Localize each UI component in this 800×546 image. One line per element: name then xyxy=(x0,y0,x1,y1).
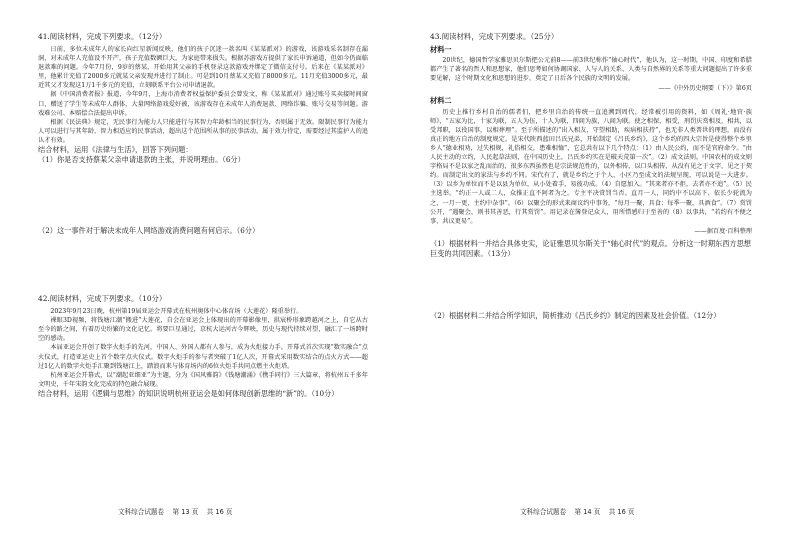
q42-paragraph-3: 本届亚运会开创了数字火炬手的先河，中国人、外国人都有人参与，成为火炬接力手。开幕式首次实现“数实融合”点火仪式，打造亚运史上首个数字点火仪式。数字火炬手的参与者突破了1亿人次，开幕式采用数实结合的点火方式——超过1亿人的数字火炬手汇聚到钱塘江上，踏浪而来与体育场内的6位火炬手共同点燃主火炬塔。 xyxy=(38,344,368,370)
material-2-title: 材料二 xyxy=(430,96,452,106)
q41-paragraph-1: 日前，多位未成年人的家长向红星新闻反映，他们的孩子沉迷一款名叫《某某派对》的游戏，该游戏采名制存在漏洞，对未成年人充值设不开产，孩子充值数额巨大，为家庭带来损失。根据苏游戏方提供了家长申诉通道，但如今仍面临退款难的问题。今年7月份，9岁的蔡某，开始用其父亲的手机登录这款游戏并绑定了微信支付号。后来在《某某派对》里，他累计充值了2000多元就某父亲发现并进行了制止。可是到10月蔡某又充值了8000多元。11月充值3000多元，最近其父才发现这1万1千多元的充值，立刻联系平台公司申请退款。 xyxy=(38,46,368,90)
q41-lead: 结合材料，运用《法律与生活》，回答下列问题： xyxy=(38,145,193,155)
answer-space xyxy=(430,259,752,311)
material-2-paragraph: 历史上推行乡村自治的儒者们，把乡里自治的传统一直追溯到周代，经常被引用的资料，如《周礼·地官·族师》，“五家为比，十家为联，五人为伍，十人为联，四闾为族，八闾为联。使之相保，相受，刑罚庆赏相及，相共，以受邦职，以役国事，以相葬埋”。至于所描述的“出入相友，守望相助，疾病相扶持”，也无非人类普世的理想，而没有真正的地方自治的制度规定。是宋代陕西蓝田吕氏兄弟，开始制定《吕氏乡约》，这个乡约的四大宗旨是使得整个乡里乡人“德业相劝，过失相规，礼俗相交，患难相恤”，它总共有以下几个特点：（1）由人民公约，而不是官府命令。“由人民主动的立约，人民起草法则，在中国历史上，吕氏乡约实在是破天荒第一次”。（2）成文法则。中国农村的成文则字格局不是以家之乱而治的，很多东西虽然也是宗法规范性的，以外相传，以口头相传，从没有见之于文字，见之于契约。而制定出文的家法与乡约不同。宋代有了，就是乡约之于个人、小区乃至成文的法规呈现，可以说是一大进步。（3）以乡为单位而不是以县为单位，从小处着手，易彼功成。（4）自愿加入。“其来者亦不拒，去者亦不追”。（5）民主选举。“约正一人或二人，众推正直不阿者为之。专主平决赏罚当否。直月一人，同约中不以高下、依长少轮流为之，一月一更，主约中杂事”。（6）以聚会的形式来商议约中事务，“每月一聚，具食；每季一聚，具酒食”。（7）赏罚公开，“遇聚会，则书其善恶，行其赏罚”。用记录在簿登记众人，用所惜感归于至善的（8）以事共，“若约有不便之事，共议更易”。 xyxy=(430,108,752,225)
q41-paragraph-3: 根据《民法典》规定，无民事行为能力人只能进行与其智力年龄相当的民事行为，否则属于无效。限制民事行为能力人可以进行与其年龄、智力相适应的民事活动，超出这个范围所从事的民事活动，属于效力待定，需要经过其监护人的追认才有效。 xyxy=(38,118,368,144)
material-2-citation: ——据百度·百科整理 xyxy=(694,227,752,235)
right-page xyxy=(400,0,800,546)
right-page-footer: 文科综合试题卷 第 14 页 共 16 页 xyxy=(520,508,635,516)
q43-ask-1: （1）根据材料一并结合具体史实，论证雅思贝尔斯关于“轴心时代”的观点。分析这一时期东西方思想巨变的共同因素。（13分） xyxy=(430,238,751,258)
q42-paragraph-1: 2023年9月23日晚，杭州第19届亚运会开幕式在杭州奥体中心体育场（大莲花）隆重举行。 xyxy=(50,308,303,316)
q41-ask-2: （2）这一事件对于解决未成年人网络游戏消费问题有何启示。（6分） xyxy=(38,226,260,236)
q42-ask: 结合材料，运用《逻辑与思维》的知识说明杭州亚运会是如何体现创新思维的“新”的。（10分） xyxy=(38,388,339,398)
q42-paragraph-4: 杭州亚运会开幕式，以“潮起亚细亚”为主题，分为《国风雅韵》《钱塘潮涌》《携手同行》三大篇章，将杭州五千多年文明史，千年宋韵文化完成的特色融合展现。 xyxy=(38,371,368,388)
left-column xyxy=(38,32,368,399)
question-42-heading: 42.阅读材料，完成下列要求。（10分） xyxy=(38,294,167,304)
answer-space xyxy=(38,165,368,226)
question-43-heading: 43.阅读材料，完成下列要求。（25分） xyxy=(430,32,559,41)
q42-paragraph-2: 裸眼3D视频，将钱塘江潮“搬进”大莲花，自会在亚运会上体现出的开幕影像里，拱宸桥形象跨越河之上，自它从古至今的路之间，有着历史纷繁的文化记忆。将要巨星通过，京杭大运河古今辉映，历史与现代持续对望，融汇了一场跨时空的感动。 xyxy=(38,317,368,343)
material-1-citation: ——《中外历史纲要（下）》第6页 xyxy=(658,85,752,93)
q41-paragraph-2: 据《中国消费者报》报道，今年9月，上海市消费者权益保护委员会曾发文，称《某某派对》通过账号买卖接时间窗口，赠送了学生等未成年人群体，大量网络游戏爱好被，该游戏存在未成年人消费退款、网络诈骗、账号交易等问题。游戏难公司、本赔偿合法提出申诉。 xyxy=(38,91,368,117)
material-1-paragraph: 20世纪，德国哲学家雅思贝尔斯把公元前8——前3世纪称作“轴心时代”，他认为，这一时期，中国、印度和希腊都产生了著名的哲人和思想家，他们思考如何协调国家、人与人的关系、人类与自然界的关系等重大问题提出了许多重要见解，这个时期文化和思想的进步，奠定了日后各个民族的文明的发展。 xyxy=(430,57,752,83)
q41-ask-1: （1）你是否支持蔡某父亲申请退款的主张，并说明理由。（6分） xyxy=(38,155,245,165)
answer-space xyxy=(38,236,368,294)
left-page-footer: 文科综合试题卷 第 13 页 共 16 页 xyxy=(118,508,233,516)
material-1-title: 材料一 xyxy=(430,45,452,54)
right-column xyxy=(430,32,752,321)
question-41-heading: 41.阅读材料，完成下列要求。（12分） xyxy=(38,32,167,41)
q43-ask-2: （2）根据材料二并结合所学知识，简析推动《吕氏乡约》制定的因素及社会价值。（12分） xyxy=(430,310,721,320)
